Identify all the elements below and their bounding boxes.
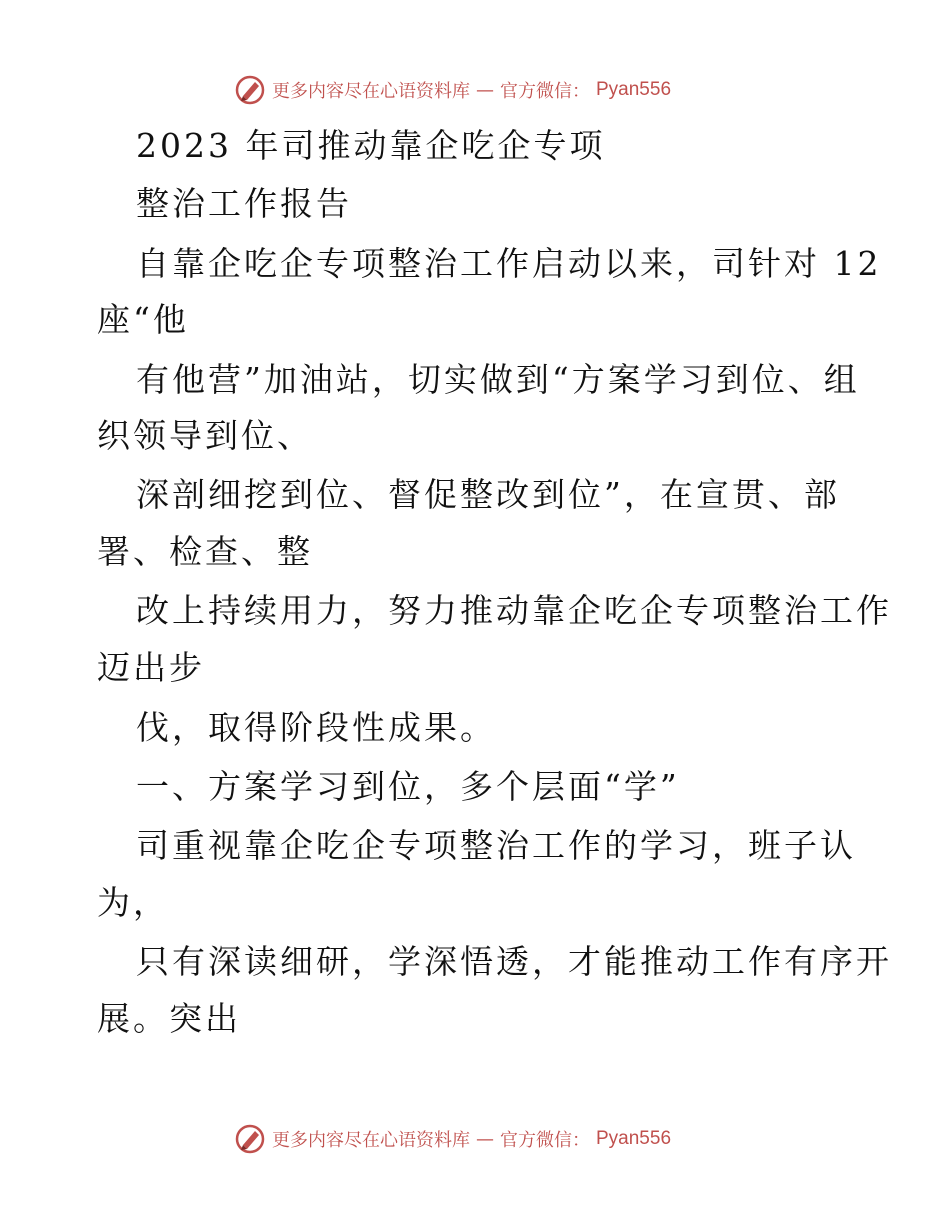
watermark-contact-id: Pyan556 — [596, 79, 672, 100]
footer-watermark — [234, 1122, 671, 1156]
paragraph-line: 只有深读细研，学深悟透，才能推动工作有序开 — [136, 942, 892, 981]
paragraph-line: 深剖细挖到位、督促整改到位”，在宣贯、部 — [136, 475, 840, 514]
paragraph-line: 伐，取得阶段性成果。 — [136, 708, 496, 747]
header-watermark — [234, 73, 671, 107]
paragraph-line: 迈出步 — [97, 648, 205, 687]
watermark-contact-id: Pyan556 — [596, 1128, 672, 1149]
paragraph-line: 织领导到位、 — [97, 416, 313, 455]
watermark-contact-label: 官方微信： — [500, 81, 590, 102]
title-line-2: 整治工作报告 — [136, 184, 352, 223]
paragraph-line: 自靠企吃企专项整治工作启动以来，司针对 12 — [136, 244, 882, 283]
section-heading: 一、方案学习到位，多个层面“学” — [136, 767, 680, 806]
paragraph-line: 署、检查、整 — [97, 532, 313, 571]
paragraph-line: 有他营”加油站，切实做到“方案学习到位、组 — [136, 360, 860, 399]
paragraph-line: 座“他 — [97, 300, 189, 339]
paragraph-line: 为， — [97, 883, 169, 922]
paragraph-line: 改上持续用力，努力推动靠企吃企专项整治工作 — [136, 591, 892, 630]
pen-logo-icon — [234, 74, 266, 106]
watermark-separator: — — [476, 79, 494, 101]
watermark-contact-label: 官方微信： — [500, 1130, 590, 1151]
watermark-text: 更多内容尽在心语资料库 — [272, 81, 470, 102]
watermark-text: 更多内容尽在心语资料库 — [272, 1130, 470, 1151]
paragraph-line: 司重视靠企吃企专项整治工作的学习，班子认 — [136, 826, 856, 865]
pen-logo-icon — [234, 1123, 266, 1155]
title-line-1: 2023 年司推动靠企吃企专项 — [136, 126, 606, 165]
watermark-separator: — — [476, 1128, 494, 1150]
paragraph-line: 展。突出 — [97, 999, 241, 1038]
